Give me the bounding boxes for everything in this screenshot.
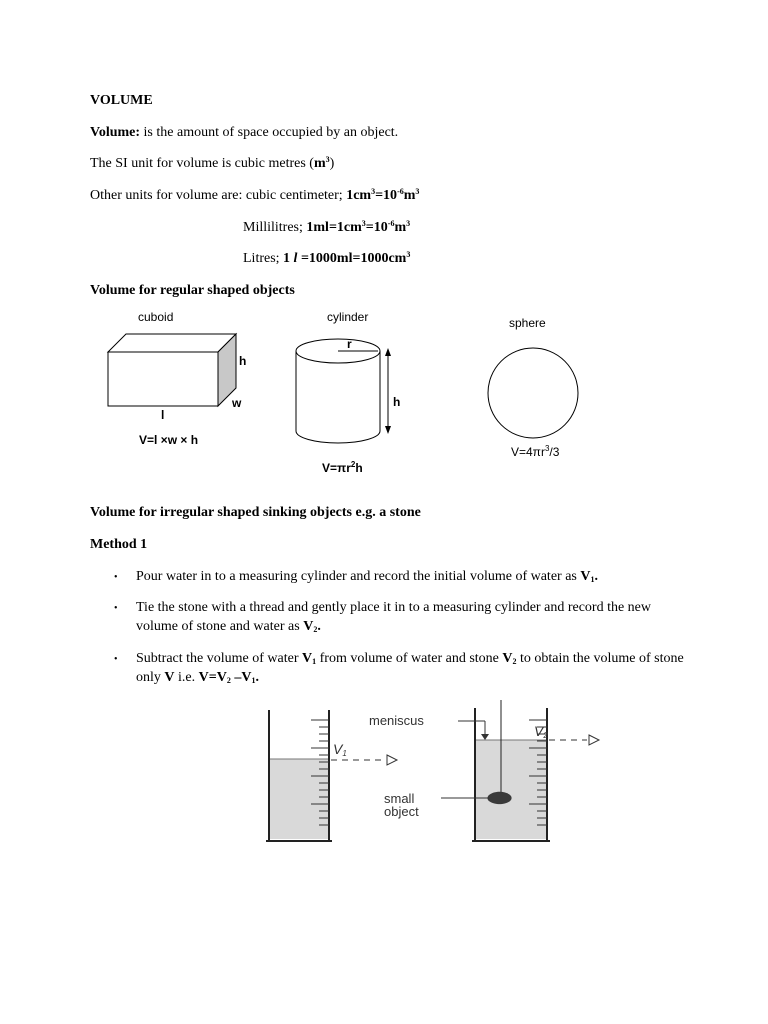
bullet-marker: • (114, 572, 118, 583)
bullet-step-3-line-2: only V i.e. $V=V_2$ $-V_1$. (136, 670, 259, 685)
sphere-formula: $V=4\pi r^3/3$ (511, 444, 560, 459)
sphere-label: sphere (509, 316, 546, 330)
litres-line: Litres; 1 $l =1000ml=1000cm^3$ (243, 250, 411, 266)
volume-definition: Volume: is the amount of space occupied by an object. (90, 125, 399, 140)
bullet-step-2-line-1: Tie the stone with a thread and gently place it in to a measuring cylinder and record the new (136, 600, 651, 615)
cuboid-l-label: l (161, 408, 165, 422)
cylinder-label: cylinder (327, 310, 369, 324)
regular-shapes-heading: Volume for regular shaped objects (90, 283, 295, 298)
small-object-label-line-2: object (384, 804, 419, 819)
bullet-step-1: Pour water in to a measuring cylinder and record the initial volume of water as $V_1$. (136, 569, 598, 584)
bullet-step-3-line-1: Subtract the volume of water $V_1$ from volume of water and stone $V_2$ to obtain the volume of stone (136, 651, 684, 666)
other-units-line: Other units for volume are: cubic centimeter; $1cm^3=10^{-6}m^3$ (90, 187, 420, 203)
cylinder-formula: $V=\pi r^2h$ (322, 460, 363, 475)
bullet-marker: • (114, 603, 118, 614)
millilitres-line: Millilitres; $1ml=1cm^3=10^{-6}m^3$ (243, 219, 411, 235)
v1-reading-label: $V_1$ (333, 741, 347, 758)
irregular-heading: Volume for irregular shaped sinking objects e.g. a stone (90, 505, 421, 520)
page-title: VOLUME (90, 93, 153, 108)
cylinder-diagram (290, 334, 400, 446)
cuboid-formula: V=l ×w × h (139, 433, 199, 447)
sphere-diagram (485, 346, 581, 442)
cylinder-h-label: h (393, 395, 401, 409)
meniscus-label: meniscus (369, 713, 424, 728)
cuboid-label: cuboid (138, 310, 174, 324)
bullet-step-2-line-2: volume of stone and water as $V_2$. (136, 619, 321, 634)
cylinder-r-label: r (347, 337, 352, 351)
v2-reading-label: $V_2$ (534, 723, 548, 740)
measuring-cylinder-before (266, 710, 332, 841)
small-object-label-line-1: small (384, 791, 415, 806)
method-heading: Method 1 (90, 537, 148, 552)
cuboid-diagram (100, 328, 250, 420)
cuboid-h-label: h (239, 354, 247, 368)
bullet-marker: • (114, 654, 118, 665)
cuboid-w-label: w (232, 396, 242, 410)
si-unit-line: The SI unit for volume is cubic metres $(m^3)$ (90, 155, 335, 171)
